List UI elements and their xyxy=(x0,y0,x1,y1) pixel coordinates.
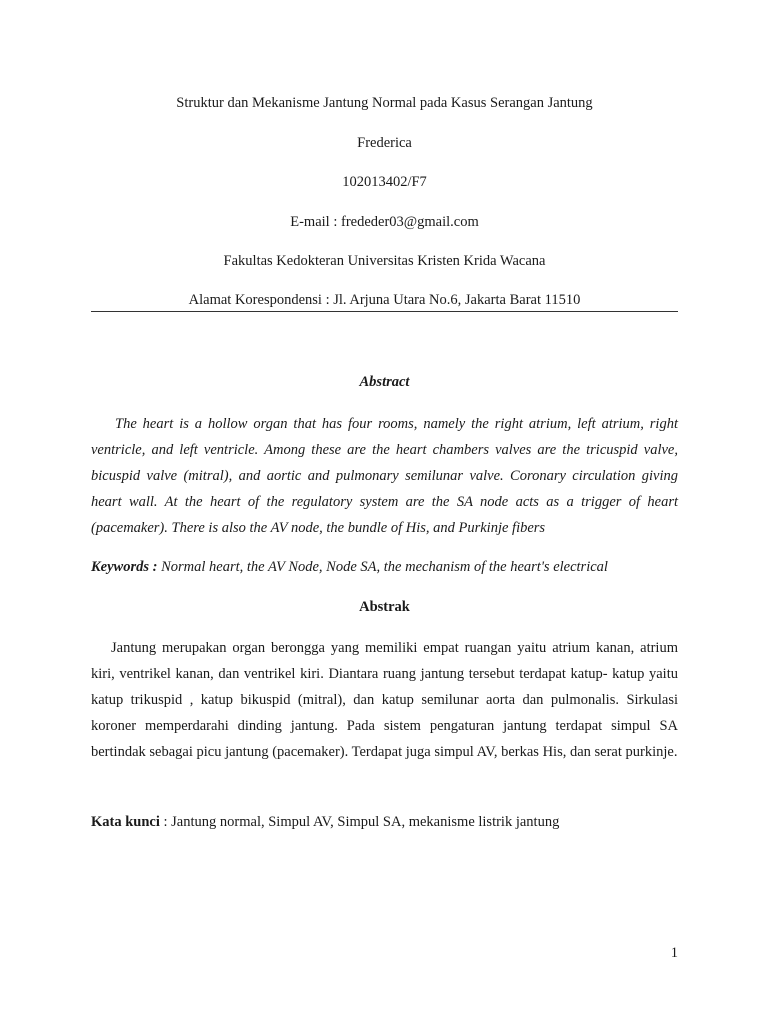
keywords-text: Normal heart, the AV Node, Node SA, the mechanism of the heart's electrical xyxy=(157,559,608,575)
affiliation: Fakultas Kedokteran Universitas Kristen Krida Wacana xyxy=(223,253,546,269)
abstract-heading: Abstract xyxy=(359,374,410,390)
paper-title: Struktur dan Mekanisme Jantung Normal pada Kasus Serangan Jantung xyxy=(176,95,593,111)
author-name: Frederica xyxy=(357,135,412,151)
header-divider xyxy=(91,311,678,312)
author-email: E-mail : frededer03@gmail.com xyxy=(290,214,479,230)
kata-kunci-label: Kata kunci xyxy=(91,814,160,830)
keywords-line xyxy=(91,558,678,576)
kata-kunci-text: : Jantung normal, Simpul AV, Simpul SA, mekanisme listrik jantung xyxy=(159,814,560,830)
page-number: 1 xyxy=(670,945,678,961)
correspondence-address: Alamat Korespondensi : Jl. Arjuna Utara No.6, Jakarta Barat 11510 xyxy=(188,292,581,308)
abstrak-heading: Abstrak xyxy=(359,599,410,615)
keywords-label: Keywords : xyxy=(91,559,158,575)
abstrak-body: Jantung merupakan organ berongga yang memiliki empat ruangan yaitu atrium kanan, atrium kiri, ventrikel kanan, dan ventrikel kiri. Diantara ruang jantung tersebut terdapat katup- katup yaitu katup trikuspid , katup bikuspid (mitral), dan katup semilunar aorta dan pulmonalis. Sirkulasi koroner memperdarahi dinding jantung. Pada sistem pengaturan jantung terdapat simpul SA bertindak sebagai picu jantung (pacemaker). Terdapat juga simpul AV, berkas His, dan serat purkinje. xyxy=(91,640,678,760)
student-id: 102013402/F7 xyxy=(342,174,427,190)
abstract-body: The heart is a hollow organ that has four rooms, namely the right atrium, left atrium, right ventricle, and left ventricle. Among these are the heart chambers valves are the tricuspid valve, bicuspid valve (mitral), and aortic and pulmonary semilunar valve. Coronary circulation giving heart wall. At the heart of the regulatory system are the SA node acts as a trigger of heart (pacemaker). There is also the AV node, the bundle of His, and Purkinje fibers xyxy=(91,416,678,536)
kata-kunci-line xyxy=(91,813,678,831)
